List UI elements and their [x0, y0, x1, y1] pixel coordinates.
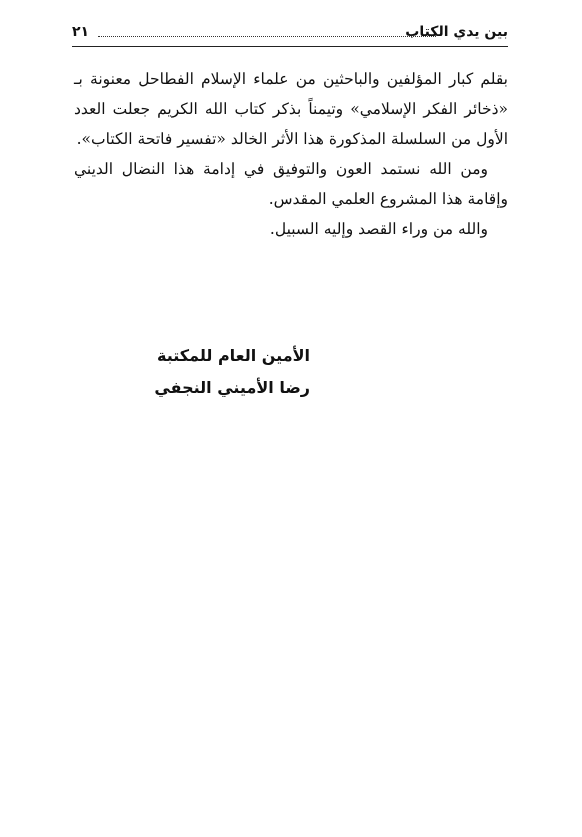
header-dotted-leader [98, 36, 436, 37]
header-divider [72, 46, 508, 47]
paragraph: ومن الله نستمد العون والتوفيق في إدامة هذا النضال الديني وإقامة هذا المشروع العلمي المقدس. [74, 160, 508, 208]
paragraph: بقلم كبار المؤلفين والباحثين من علماء الإسلام الفطاحل معنونة بـ «ذخائر الفكر الإسلامي» وتيمناً بذكر كتاب الله الكريم جعلت العدد الأول من السلسلة المذكورة هذا الأثر الخالد «تفسير فاتحة الكتاب». [74, 70, 508, 148]
signatory-title: الأمين العام للمكتبة [157, 346, 310, 365]
running-title: بين يدي الكتاب [405, 24, 508, 40]
page-header [72, 24, 508, 46]
signatory-name: رضا الأميني النجفي [154, 378, 310, 397]
closing-line: والله من وراء القصد وإليه السبيل. [269, 220, 488, 238]
body-text [74, 64, 508, 244]
page-number: ٢١ [72, 24, 90, 40]
signature-block [150, 340, 310, 404]
